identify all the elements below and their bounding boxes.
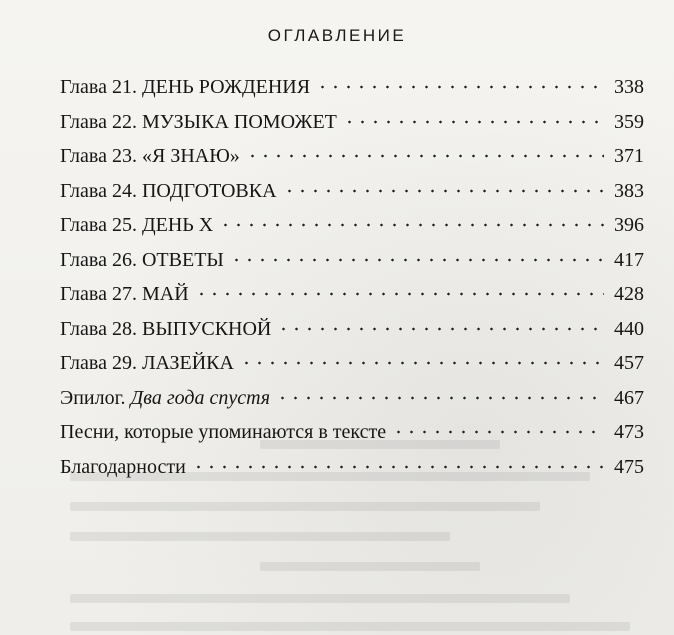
toc-entry-prefix: Глава 21. [60,76,142,98]
toc-entry-page-number: 440 [614,317,644,340]
toc-entry [60,350,644,385]
toc-entry-prefix: Глава 25. [60,214,142,236]
toc-entry-prefix: Глава 24. [60,179,142,202]
toc-entry [60,143,644,178]
toc-entry-label [60,385,270,411]
toc-entry [60,454,644,489]
toc-entry-label [60,178,277,204]
toc-entry-label [60,212,213,238]
toc-entry [60,316,644,351]
toc-entry-title: ПОДГОТОВКА [141,179,277,202]
toc-entry-page-number: 417 [614,248,644,271]
toc-entry [60,281,644,316]
toc-entry-prefix: Глава 28. [60,317,142,340]
dot-leader [276,396,604,400]
toc-entry [60,109,644,144]
toc-entry-prefix: Глава 26. [60,248,142,271]
toc-entry-label [60,281,189,307]
toc-entry-label [60,454,186,480]
dot-leader [246,154,604,158]
toc-entry [60,74,644,109]
toc-entry-title: ОТВЕТЫ [141,248,224,271]
dot-leader [230,258,604,262]
toc-entry-page-number: 473 [614,421,644,443]
toc-entry-page-number: 338 [614,76,644,98]
toc-entry-title: МУЗЫКА ПОМОЖЕТ [141,110,337,133]
toc-entry-prefix: Благодарности [60,455,186,478]
dot-leader [283,189,604,193]
toc-entry-title: ВЫПУСКНОЙ [141,317,272,340]
dot-leader [392,430,604,434]
toc-entry-page-number: 383 [614,179,644,202]
dot-leader [192,465,604,469]
dot-leader [277,327,604,331]
toc-entry-prefix: Глава 22. [60,110,142,133]
toc-entry-label [60,419,386,445]
toc-entry-title: «Я ЗНАЮ» [141,145,240,167]
page-title: ОГЛАВЛЕНИЕ [267,26,407,45]
toc-entry-prefix: Песни, которые упоминаются в тексте [60,421,387,443]
toc-entry-page-number: 428 [614,283,644,305]
toc-entry-title: ЛАЗЕЙКА [141,352,234,374]
toc-entry [60,419,644,454]
dot-leader [195,292,604,296]
dot-leader [343,120,604,124]
toc-entry-title: МАЙ [141,283,189,305]
toc-entry-label [60,74,310,100]
toc-entry-subtitle: Два года спустя [130,386,271,409]
toc-entry-prefix: Глава 29. [60,352,142,374]
toc-entry-page-number: 475 [614,455,644,478]
toc-entry-label [60,350,234,376]
toc-entry-label [60,247,224,273]
toc-entry-label [60,316,271,342]
toc-entry-title: ДЕНЬ X [141,214,214,236]
toc-entry-page-number: 467 [614,386,644,409]
toc-entry-prefix: Эпилог. [60,386,131,409]
table-of-contents [60,74,644,488]
toc-entry-label [60,143,240,169]
toc-entry [60,212,644,247]
dot-leader [240,361,604,365]
toc-entry-prefix: Глава 23. [60,145,142,167]
toc-entry-prefix: Глава 27. [60,283,142,305]
toc-entry [60,385,644,420]
toc-entry-page-number: 371 [614,145,644,167]
toc-entry-label [60,109,337,135]
dot-leader [316,85,604,89]
toc-entry-page-number: 396 [614,214,644,236]
dot-leader [219,223,604,227]
toc-entry [60,178,644,213]
toc-entry-page-number: 359 [614,110,644,133]
toc-entry-page-number: 457 [614,352,644,374]
toc-entry [60,247,644,282]
toc-entry-title: ДЕНЬ РОЖДЕНИЯ [141,76,311,98]
